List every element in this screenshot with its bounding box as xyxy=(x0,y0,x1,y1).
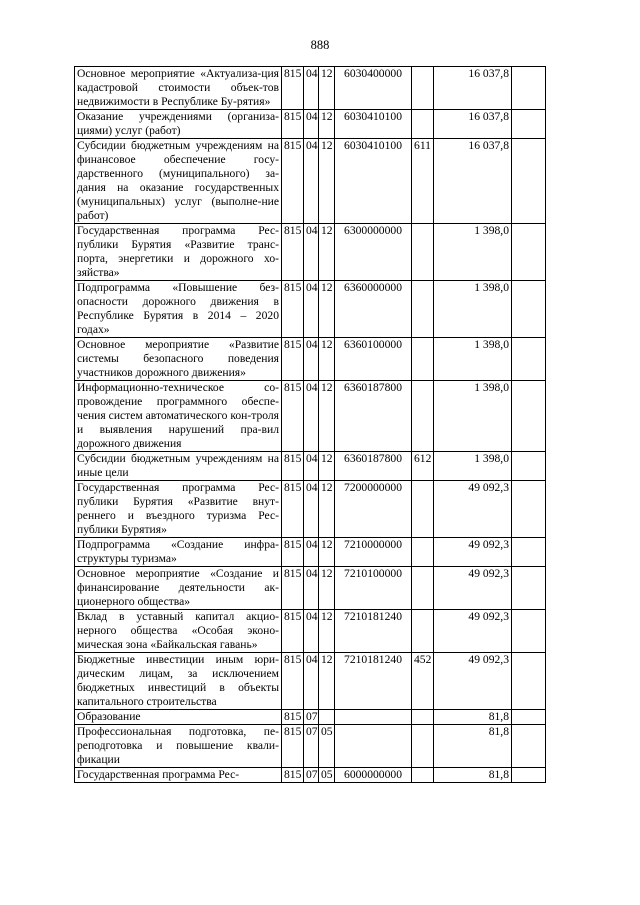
expense-type-cell xyxy=(412,481,434,538)
section-code-cell: 04 xyxy=(304,610,319,653)
expense-type-cell xyxy=(412,725,434,768)
section-code-cell: 04 xyxy=(304,281,319,338)
section-code-cell: 04 xyxy=(304,139,319,224)
expense-type-cell: 612 xyxy=(412,452,434,481)
subsection-code-cell xyxy=(319,710,335,725)
extra-cell xyxy=(512,67,546,110)
extra-cell xyxy=(512,710,546,725)
table-row xyxy=(75,481,546,538)
target-article-cell: 6300000000 xyxy=(335,224,412,281)
amount-cell: 16 037,8 xyxy=(434,139,512,224)
ministry-code-cell: 815 xyxy=(282,653,304,710)
section-code-cell: 04 xyxy=(304,538,319,567)
ministry-code-cell: 815 xyxy=(282,224,304,281)
table-row xyxy=(75,538,546,567)
expense-type-cell: 452 xyxy=(412,653,434,710)
ministry-code-cell: 815 xyxy=(282,768,304,783)
table-row xyxy=(75,653,546,710)
ministry-code-cell: 815 xyxy=(282,381,304,452)
target-article-cell: 6030400000 xyxy=(335,67,412,110)
amount-cell: 49 092,3 xyxy=(434,610,512,653)
section-code-cell: 04 xyxy=(304,481,319,538)
row-name-cell: Подпрограмма «Повышение без-опасности дорожного движения в Республике Бурятия в 2014 – 2020 годах» xyxy=(75,281,282,338)
ministry-code-cell: 815 xyxy=(282,452,304,481)
section-code-cell: 04 xyxy=(304,452,319,481)
extra-cell xyxy=(512,338,546,381)
expense-type-cell xyxy=(412,224,434,281)
section-code-cell: 04 xyxy=(304,567,319,610)
extra-cell xyxy=(512,139,546,224)
table-row xyxy=(75,224,546,281)
amount-cell: 16 037,8 xyxy=(434,67,512,110)
subsection-code-cell: 12 xyxy=(319,338,335,381)
ministry-code-cell: 815 xyxy=(282,725,304,768)
extra-cell xyxy=(512,281,546,338)
subsection-code-cell: 12 xyxy=(319,653,335,710)
target-article-cell: 6360000000 xyxy=(335,281,412,338)
row-name-cell: Основное мероприятие «Актуализа-ция кадастровой стоимости объек-тов недвижимости в Республике Бу-рятия» xyxy=(75,67,282,110)
expense-type-cell xyxy=(412,110,434,139)
target-article-cell: 7210000000 xyxy=(335,538,412,567)
extra-cell xyxy=(512,768,546,783)
extra-cell xyxy=(512,381,546,452)
ministry-code-cell: 815 xyxy=(282,139,304,224)
extra-cell xyxy=(512,538,546,567)
subsection-code-cell: 12 xyxy=(319,567,335,610)
target-article-cell: 6360187800 xyxy=(335,381,412,452)
expense-type-cell xyxy=(412,710,434,725)
row-name-cell: Образование xyxy=(75,710,282,725)
ministry-code-cell: 815 xyxy=(282,67,304,110)
extra-cell xyxy=(512,653,546,710)
row-name-cell: Субсидии бюджетным учреждениям на иные цели xyxy=(75,452,282,481)
amount-cell: 81,8 xyxy=(434,725,512,768)
amount-cell: 81,8 xyxy=(434,768,512,783)
ministry-code-cell: 815 xyxy=(282,481,304,538)
amount-cell: 49 092,3 xyxy=(434,653,512,710)
amount-cell: 49 092,3 xyxy=(434,481,512,538)
row-name-cell: Субсидии бюджетным учреждениям на финансовое обеспечение госу-дарственного (муниципального) за-дания на оказание государственных (муниципальных) услуг (выполне-ние работ) xyxy=(75,139,282,224)
table-row xyxy=(75,452,546,481)
table-row xyxy=(75,768,546,783)
expense-type-cell xyxy=(412,610,434,653)
subsection-code-cell: 12 xyxy=(319,610,335,653)
table-row xyxy=(75,67,546,110)
target-article-cell: 6030410100 xyxy=(335,110,412,139)
amount-cell: 1 398,0 xyxy=(434,224,512,281)
ministry-code-cell: 815 xyxy=(282,610,304,653)
section-code-cell: 07 xyxy=(304,710,319,725)
section-code-cell: 04 xyxy=(304,381,319,452)
expense-type-cell xyxy=(412,338,434,381)
table-row xyxy=(75,725,546,768)
amount-cell: 16 037,8 xyxy=(434,110,512,139)
target-article-cell: 6000000000 xyxy=(335,768,412,783)
amount-cell: 1 398,0 xyxy=(434,338,512,381)
ministry-code-cell: 815 xyxy=(282,567,304,610)
row-name-cell: Бюджетные инвестиции иным юри-дическим лицам, за исключением бюджетных инвестиций в объекты капитального строительства xyxy=(75,653,282,710)
section-code-cell: 07 xyxy=(304,768,319,783)
subsection-code-cell: 05 xyxy=(319,768,335,783)
amount-cell: 1 398,0 xyxy=(434,281,512,338)
ministry-code-cell: 815 xyxy=(282,338,304,381)
row-name-cell: Информационно-техническое со-провождение программного обеспе-чения систем автоматического кон-троля и выявления нарушений пра-вил дорожного движения xyxy=(75,381,282,452)
extra-cell xyxy=(512,725,546,768)
section-code-cell: 07 xyxy=(304,725,319,768)
subsection-code-cell: 05 xyxy=(319,725,335,768)
amount-cell: 49 092,3 xyxy=(434,567,512,610)
expense-type-cell: 611 xyxy=(412,139,434,224)
expense-type-cell xyxy=(412,281,434,338)
amount-cell: 1 398,0 xyxy=(434,452,512,481)
budget-table xyxy=(74,66,546,783)
row-name-cell: Подпрограмма «Создание инфра-структуры туризма» xyxy=(75,538,282,567)
subsection-code-cell: 12 xyxy=(319,139,335,224)
target-article-cell: 7210181240 xyxy=(335,653,412,710)
table-row xyxy=(75,110,546,139)
expense-type-cell xyxy=(412,67,434,110)
extra-cell xyxy=(512,110,546,139)
expense-type-cell xyxy=(412,381,434,452)
row-name-cell: Оказание учреждениями (организа-циями) услуг (работ) xyxy=(75,110,282,139)
row-name-cell: Профессиональная подготовка, пе-реподготовка и повышение квали-фикации xyxy=(75,725,282,768)
amount-cell: 1 398,0 xyxy=(434,381,512,452)
ministry-code-cell: 815 xyxy=(282,710,304,725)
extra-cell xyxy=(512,224,546,281)
amount-cell: 81,8 xyxy=(434,710,512,725)
table-row xyxy=(75,610,546,653)
target-article-cell xyxy=(335,725,412,768)
subsection-code-cell: 12 xyxy=(319,452,335,481)
subsection-code-cell: 12 xyxy=(319,381,335,452)
row-name-cell: Государственная программа Рес- xyxy=(75,768,282,783)
subsection-code-cell: 12 xyxy=(319,481,335,538)
row-name-cell: Государственная программа Рес-публики Бурятия «Развитие внут-реннего и въездного туризма Рес-публики Бурятия» xyxy=(75,481,282,538)
table-row xyxy=(75,567,546,610)
extra-cell xyxy=(512,567,546,610)
table-row xyxy=(75,139,546,224)
page-number: 888 xyxy=(310,38,330,52)
amount-cell: 49 092,3 xyxy=(434,538,512,567)
row-name-cell: Вклад в уставный капитал акцио-нерного общества «Особая эконо-мическая зона «Байкальская гавань» xyxy=(75,610,282,653)
subsection-code-cell: 12 xyxy=(319,110,335,139)
extra-cell xyxy=(512,481,546,538)
row-name-cell: Государственная программа Рес-публики Бурятия «Развитие транс-порта, энергетики и дорожного хо-зяйства» xyxy=(75,224,282,281)
extra-cell xyxy=(512,452,546,481)
table-row xyxy=(75,338,546,381)
subsection-code-cell: 12 xyxy=(319,224,335,281)
target-article-cell: 7210100000 xyxy=(335,567,412,610)
row-name-cell: Основное мероприятие «Создание и финансирование деятельности ак-ционерного общества» xyxy=(75,567,282,610)
section-code-cell: 04 xyxy=(304,67,319,110)
table-row xyxy=(75,710,546,725)
section-code-cell: 04 xyxy=(304,224,319,281)
expense-type-cell xyxy=(412,538,434,567)
ministry-code-cell: 815 xyxy=(282,281,304,338)
section-code-cell: 04 xyxy=(304,110,319,139)
ministry-code-cell: 815 xyxy=(282,110,304,139)
table-row xyxy=(75,381,546,452)
target-article-cell: 7200000000 xyxy=(335,481,412,538)
target-article-cell: 7210181240 xyxy=(335,610,412,653)
extra-cell xyxy=(512,610,546,653)
subsection-code-cell: 12 xyxy=(319,538,335,567)
expense-type-cell xyxy=(412,768,434,783)
target-article-cell: 6360187800 xyxy=(335,452,412,481)
section-code-cell: 04 xyxy=(304,653,319,710)
section-code-cell: 04 xyxy=(304,338,319,381)
target-article-cell xyxy=(335,710,412,725)
row-name-cell: Основное мероприятие «Развитие системы безопасного поведения участников дорожного движения» xyxy=(75,338,282,381)
ministry-code-cell: 815 xyxy=(282,538,304,567)
expense-type-cell xyxy=(412,567,434,610)
table-row xyxy=(75,281,546,338)
target-article-cell: 6360100000 xyxy=(335,338,412,381)
subsection-code-cell: 12 xyxy=(319,67,335,110)
target-article-cell: 6030410100 xyxy=(335,139,412,224)
subsection-code-cell: 12 xyxy=(319,281,335,338)
